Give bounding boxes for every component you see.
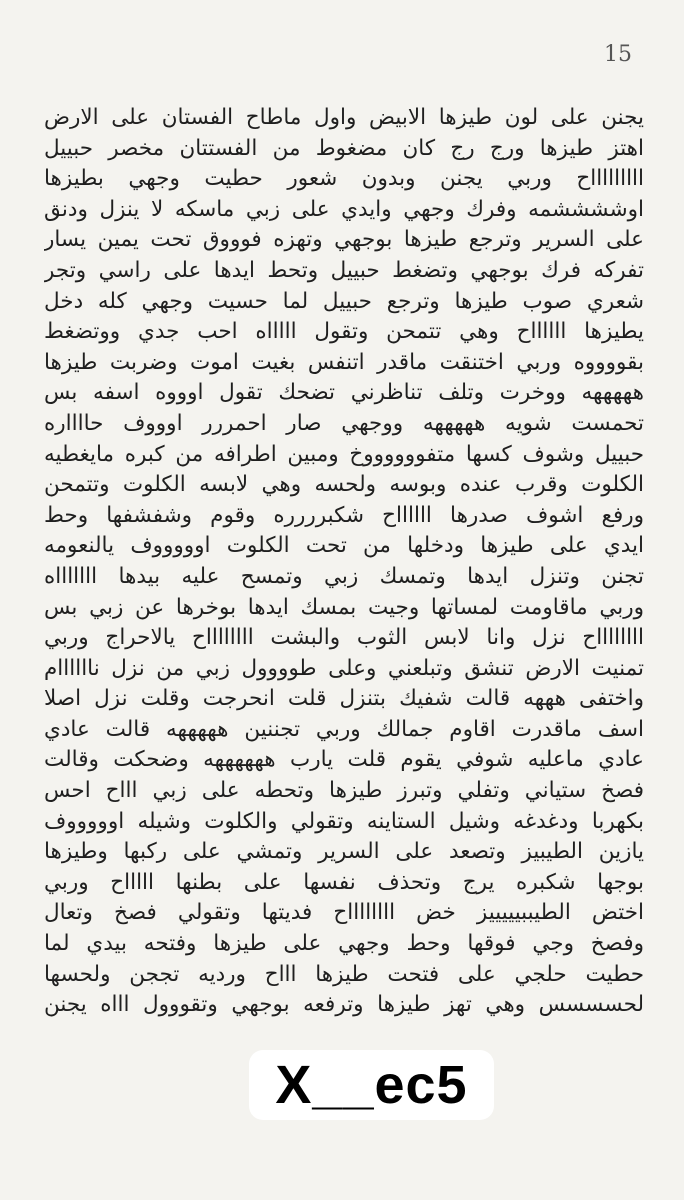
text-line: يجنن على لون طيزها الابيض واول ماطاح الفستان على الارض bbox=[44, 105, 644, 130]
body-text bbox=[44, 103, 644, 1021]
text-line: واختفى هههه قالت شفيك بتنزل قلت انحرجت وقلت نزل اصلا bbox=[44, 686, 644, 712]
text-line: اوششششمه وفرك وجهي وايدي على زبي ماسكه لا ينزل ودنق bbox=[44, 196, 644, 222]
text-line: اسف ماقدرت اقاوم جمالك وربي تجننين هههههه قالت عادي bbox=[44, 716, 644, 742]
text-line: تحمست شويه هههههه ووجهي صار احمررر اوووف حااااره bbox=[44, 410, 644, 436]
text-line: يطيزها ااااااح وهي تتمحن وتقول اااااه احب جدي ووتضغط bbox=[44, 319, 644, 345]
text-line: بكهربا ودغدغه وشيل الستاينه وتقولي والكلوت وشيله اوووووف bbox=[44, 808, 644, 834]
text-line: حطيت حلجي على فتحت طيزها اااح ورديه تججن ولحسها bbox=[44, 961, 644, 987]
text-line: عادي ماعليه شوفي يقوم قلت يارب ههههههه وضحكت وقالت bbox=[44, 747, 644, 773]
text-line: وربي ماقاومت لمساتها وجيت بمسك ايدها بوخرها عن زبي بس bbox=[44, 594, 644, 620]
watermark-label: X__ec5 bbox=[249, 1050, 494, 1120]
text-line: على السرير وترجع طيزها بوجهي وتهزه فوووق تحت يمين يسار bbox=[44, 227, 644, 253]
text-line: هههههه ووخرت وتلف تناظرني تضحك تقول اوووه اسفه بس bbox=[44, 380, 644, 406]
text-line: تجنن وتنزل ايدها وتمسك زبي وتمسح عليه بيدها اااااااه bbox=[44, 563, 644, 589]
text-line: تمنيت الارض تنشق وتبلعني وعلى طوووول زبي من نزل ناااااام bbox=[44, 655, 644, 681]
text-line: الكلوت وقرب عنده وبوسه ولحسه وهي لابسه الكلوت وتتمحن bbox=[44, 472, 644, 498]
text-line: اهتز طيزها ورج رج كان مضغوط من الفستتان مخصر حبييل bbox=[44, 135, 644, 161]
text-line: اااااااااح وربي يجنن وبدون شعور حطيت وجهي بطيزها bbox=[44, 166, 644, 192]
text-line: يازين الطيبيز وتصعد على السرير وتمشي على ركبها وطيزها bbox=[44, 839, 644, 865]
text-line: حبييل وشوف كسها متفووووووخ ومبين اطرافه من كبره مايغطيه bbox=[44, 441, 644, 467]
text-line: ورفع اشوف صدرها ااااااح شكبرررره وقوم وشفشفها وحط bbox=[44, 502, 644, 528]
text-line: بقووووه وربي اختنقت ماقدر اتنفس بغيت اموت وضربت طيزها bbox=[44, 349, 644, 375]
text-line: بوجها شكبره يرج وتحذف نفسها على بطنها اااااح وربي bbox=[44, 869, 644, 895]
text-line: شعري صوب طيزها وترجع حبييل لما حسيت وجهي كله دخل bbox=[44, 288, 644, 314]
text-line: وفصخ وجي فوقها وحط وجهي على طيزها وفتحه بيدي لما bbox=[44, 931, 644, 957]
text-line: ايدي على طيزها ودخلها من تحت الكلوت اوووووف يالنعومه bbox=[44, 533, 644, 559]
text-line: فصخ ستياني وتفلي وتبرز طيزها وتحطه على زبي اااح احس bbox=[44, 778, 644, 804]
text-line: ااااااااح نزل وانا لابس الثوب والبشت ااااااااح يالاحراج وربي bbox=[44, 625, 644, 651]
text-line: اختض الطيببيييييز خض ااااااااح فديتها وتقولي فصخ وتعال bbox=[44, 900, 644, 926]
text-line: لحسسسس وهي تهز طيزها وترفعه بوجهي وتقووول اااه يجنن bbox=[44, 992, 644, 1018]
page-number: 15 bbox=[604, 42, 632, 67]
text-line: تفركه فرك بوجهي وتضغط حبييل وتحط ايدها على راسي وتجر bbox=[44, 257, 644, 283]
